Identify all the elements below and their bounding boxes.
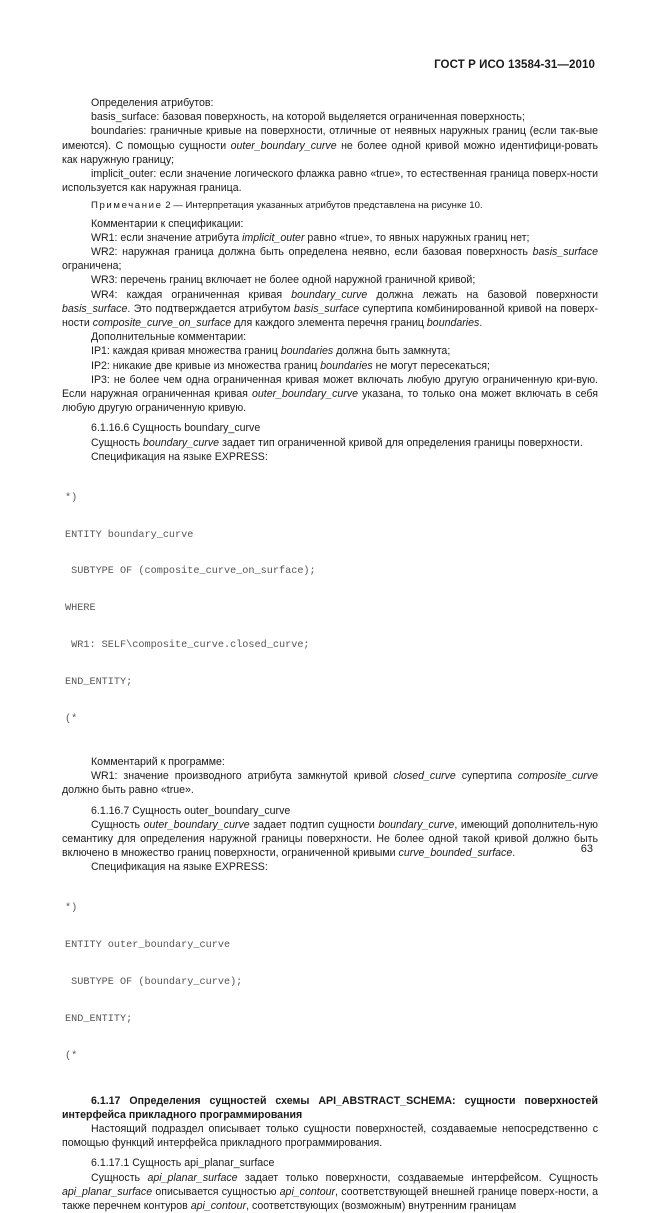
express-code-block-1 [65, 468, 598, 751]
section-6-1-17-heading: 6.1.17 Определения сущностей схемы API_ABSTRACT_SCHEMA: сущности поверхностей интерфейса прикладного программирования [62, 1094, 598, 1121]
extra-comments-title: Дополнительные комментарии: [91, 331, 247, 344]
code-line: WHERE [65, 603, 96, 615]
ip1-comment: IP1: каждая кривая множества границ boundaries должна быть замкнута; [91, 345, 451, 358]
section-6-1-16-7-title: 6.1.16.7 Сущность outer_boundary_curve [91, 804, 291, 817]
code-line: END_ENTITY; [65, 1013, 133, 1025]
wr4-comment: WR4: каждая ограниченная кривая boundary_curve должна лежать на базовой поверхности basis_surface. Это подтверждается атрибутом basis_surface супертипа комбинированной кривой на поверх-ности composite_curve_on_surface для каждого элемента перечня границ boundaries. [62, 288, 598, 330]
section-6-1-17-1-title: 6.1.17.1 Сущность api_planar_surface [91, 1157, 275, 1170]
note: Примечание 2 — Интерпретация указанных атрибутов представлена на рисунке 10. [91, 200, 483, 212]
ip3-comment: IP3: не более чем одна ограниченная кривая может включать любую другую ограниченную кри-вую. Если наружная ограниченная кривая outer_boundary_curve указана, то только она может включать в себя любую другую ограниченную кривую. [62, 373, 599, 415]
express-spec-label-2: Спецификация на языке EXPRESS: [91, 861, 268, 874]
boundaries-def: boundaries: граничные кривые на поверхности, отличные от неявных наружных границ (если так-вые имеются). С помощью сущности outer_boundary_curve не более одной кривой можно идентифици-ровать как наружную границу; [62, 125, 598, 166]
page-number: 63 [580, 843, 593, 855]
section-6-1-17-text: Настоящий подраздел описывает только сущности поверхностей, создаваемые непосредственно с помощью функций интерфейса прикладного программирования. [62, 1122, 598, 1150]
implicit-outer-def: implicit_outer: если значение логического флажка равно «true», то естественная граница поверх-ности используется как наружная граница. [62, 168, 598, 195]
code-line: SUBTYPE OF (composite_curve_on_surface); [65, 566, 316, 578]
code-line: (* [65, 1050, 78, 1062]
page-body [62, 96, 598, 1213]
code-line: ENTITY outer_boundary_curve [65, 940, 231, 952]
wr2-comment: WR2: наружная граница должна быть определена неявно, если базовая поверхность basis_surface ограничена; [62, 246, 598, 273]
code-line: SUBTYPE OF (boundary_curve); [65, 976, 243, 988]
wr1-comment: WR1: если значение атрибута implicit_outer равно «true», то явных наружных границ нет; [91, 231, 530, 244]
program-comment-title: Комментарий к программе: [91, 755, 225, 768]
outer-boundary-curve-desc: Сущность outer_boundary_curve задает подтип сущности boundary_curve, имеющий дополнитель-ную семантику для определения наружной границы поверхности. Не более одной такой кривой должно быть включено в множество границ поверхности, ограниченной кривыми curve_bounded_surface. [62, 818, 598, 860]
code-line: *) [65, 492, 78, 504]
section-6-1-16-6-title: 6.1.16.6 Сущность boundary_curve [91, 422, 261, 435]
code-line: WR1: SELF\composite_curve.closed_curve; [65, 640, 310, 652]
api-planar-surface-desc: Сущность api_planar_surface задает только поверхности, создаваемые интерфейсом. Сущность api_planar_surface описывается сущностью api_contour, соответствующей внешней границе поверх-ности, а также перечнем контуров api_contour, соответствующих (возможным) внутренним границам [62, 1171, 598, 1212]
wr3-comment: WR3: перечень границ включает не более одной наружной граничной кривой; [91, 274, 476, 287]
spec-comments-title: Комментарии к спецификации: [91, 217, 244, 230]
standard-header: ГОСТ Р ИСО 13584-31—2010 [434, 59, 595, 71]
boundary-curve-desc: Сущность boundary_curve задает тип ограниченной кривой для определения границы поверхности. [91, 436, 583, 449]
ip2-comment: IP2: никакие две кривые из множества границ boundaries не могут пересекаться; [91, 359, 490, 372]
code-line: END_ENTITY; [65, 677, 133, 689]
code-line: ENTITY boundary_curve [65, 529, 194, 541]
basis-surface-def: basis_surface: базовая поверхность, на которой выделяется ограниченная поверхность; [91, 111, 525, 124]
express-spec-label: Спецификация на языке EXPRESS: [91, 450, 268, 463]
code-line: *) [65, 903, 78, 915]
defs-title: Определения атрибутов: [91, 97, 214, 109]
program-comment-wr1: WR1: значение производного атрибута замкнутой кривой closed_curve супертипа composite_curve должно быть равно «true». [62, 770, 598, 797]
express-code-block-2 [65, 879, 598, 1088]
code-line: (* [65, 714, 78, 726]
